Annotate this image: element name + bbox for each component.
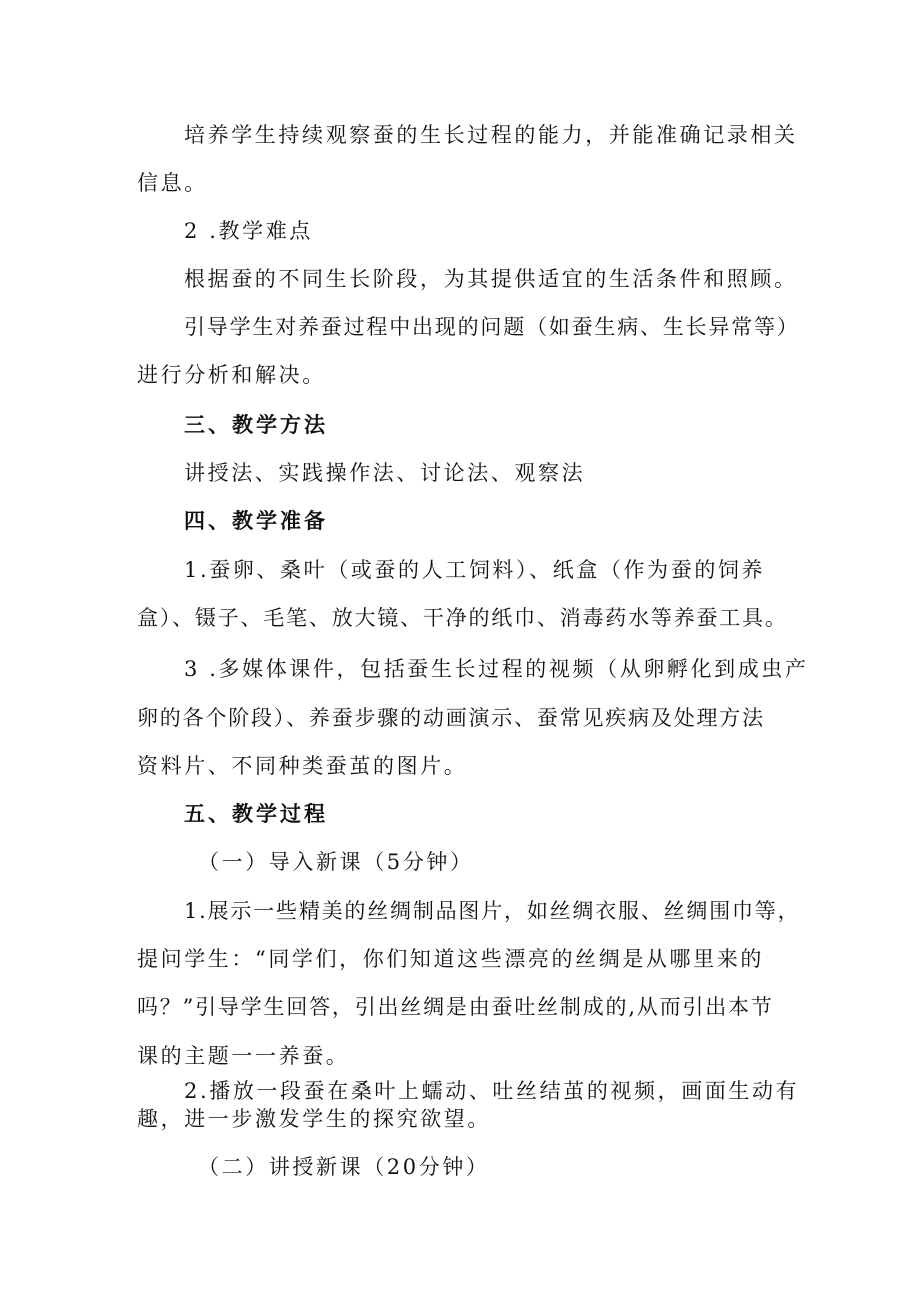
section-heading-process: 五、教学过程	[184, 802, 328, 826]
paragraph-line: 1.展示一些精美的丝绸制品图片，如丝绸衣服、丝绸围巾等，	[184, 899, 801, 923]
paragraph-line: 盒）、镊子、毛笔、放大镜、干净的纸巾、消毒药水等养蚕工具。	[137, 606, 788, 630]
section-heading-preparation: 四、教学准备	[184, 509, 328, 533]
paragraph-line: 趣，进一步激发学生的探究欲望。	[137, 1107, 491, 1131]
paragraph-line: 进行分析和解决。	[137, 363, 326, 387]
paragraph-line: 提问学生：“同学们，你们知道这些漂亮的丝绸是从哪里来的	[137, 947, 764, 971]
paragraph-line: 资料片、不同种类蚕茧的图片。	[137, 754, 468, 778]
paragraph-line: 卵的各个阶段）、养蚕步骤的动画演示、蚕常见疾病及处理方法	[137, 706, 765, 730]
paragraph-line: 根据蚕的不同生长阶段，为其提供适宜的生活条件和照顾。	[184, 267, 798, 291]
paragraph-line: 2.播放一段蚕在桑叶上蠕动、吐丝结茧的视频，画面生动有	[184, 1079, 800, 1103]
paragraph-line: 引导学生对养蚕过程中出现的问题（如蚕生病、生长异常等）	[184, 315, 800, 339]
subheading-teaching-difficulty: 2 .教学难点	[184, 219, 313, 243]
section-heading-methods: 三、教学方法	[184, 413, 328, 437]
paragraph-line: 信息。	[137, 171, 208, 195]
paragraph-line: 1.蚕卵、桑叶（或蚕的人工饲料）、纸盒（作为蚕的饲养	[184, 558, 766, 582]
paragraph-line: 3 .多媒体课件，包括蚕生长过程的视频（从卵孵化到成虫产	[184, 657, 809, 681]
paragraph-line: 吗？”引导学生回答，引出丝绸是由蚕吐丝制成的,从而引出本节	[137, 995, 774, 1019]
paragraph-line: 课的主题一一养蚕。	[137, 1044, 350, 1068]
paragraph-line: 讲授法、实践操作法、讨论法、观察法	[184, 461, 586, 485]
subheading-intro: （一）导入新课（5分钟）	[198, 850, 474, 874]
subheading-new-lesson: （二）讲授新课（20分钟）	[198, 1155, 490, 1179]
paragraph-line: 培养学生持续观察蚕的生长过程的能力，并能准确记录相关	[184, 123, 798, 147]
